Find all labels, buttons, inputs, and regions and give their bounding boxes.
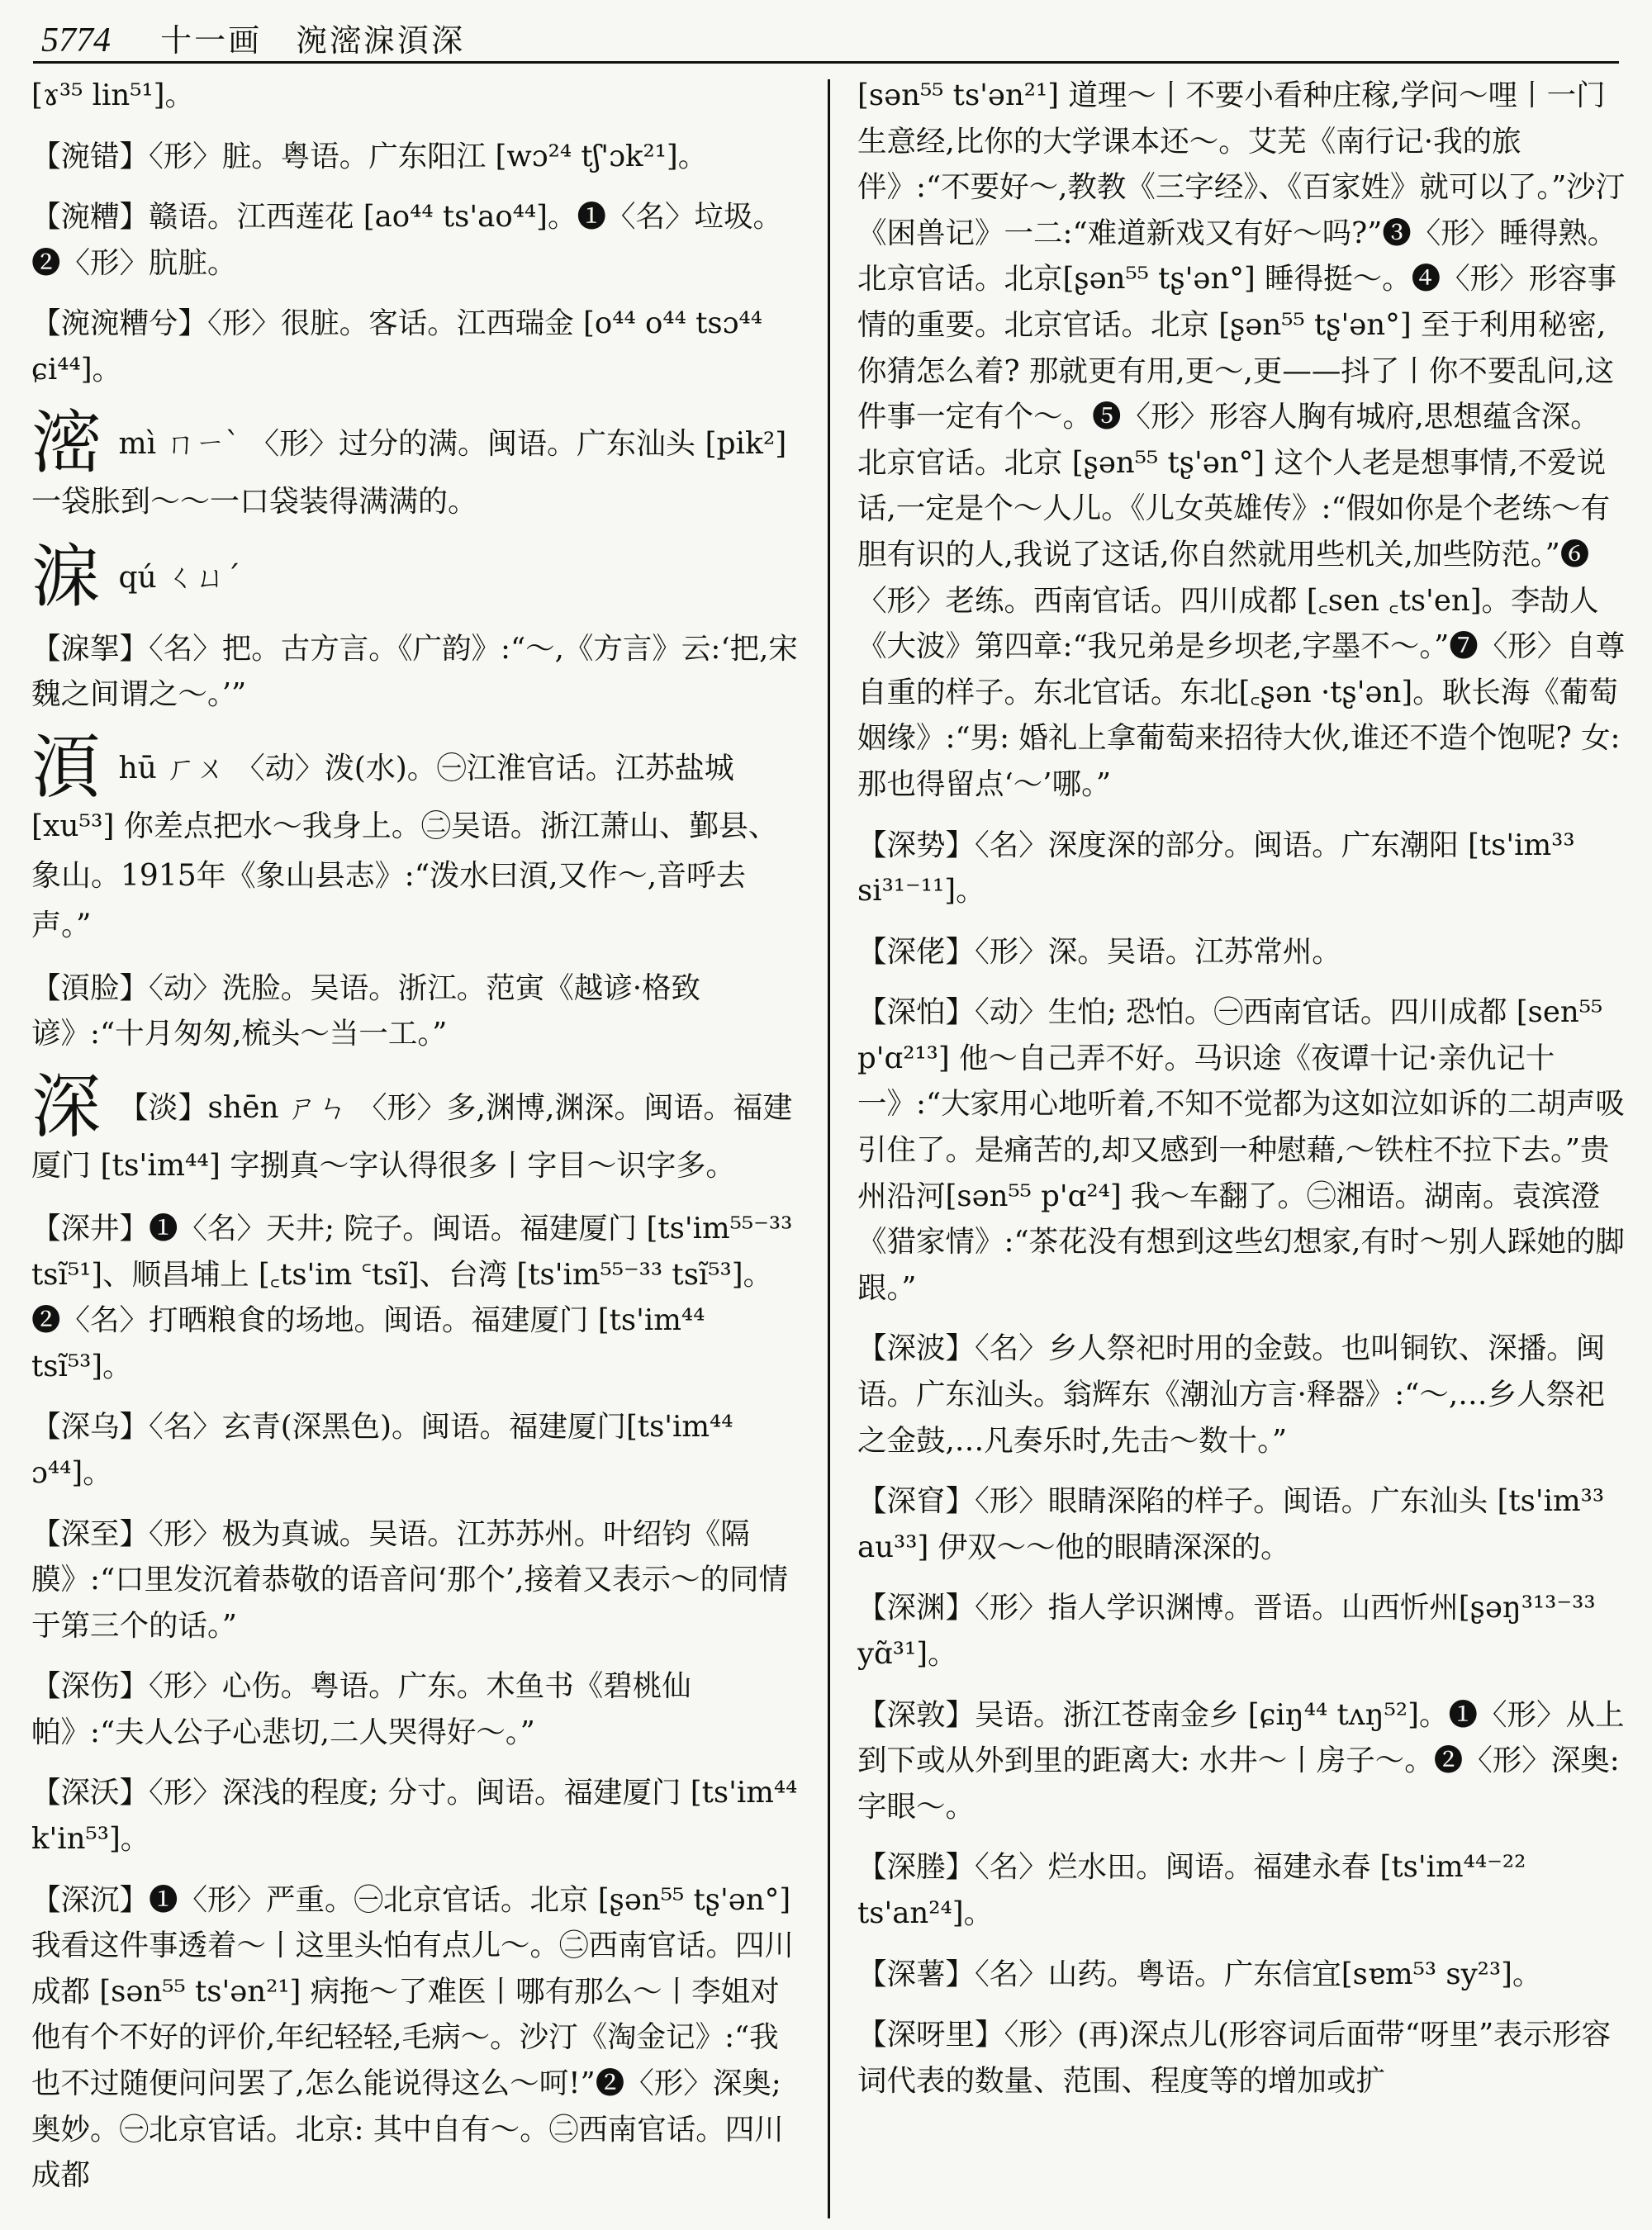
entry-text: 【深井】❶〈名〉天井; 院子。闽语。福建厦门 [ts'im⁵⁵⁻³³ tsĩ⁵¹]、顺昌埔上 [꜀ts'im ꜂tsĩ]、台湾 [ts'im⁵⁵⁻³³ tsĩ⁵³]。❷〈名〉打晒粮食的场地。闽语。福建厦门 [ts'im⁴⁴ tsĩ⁵³]。 [31, 1211, 793, 1383]
entry-text: 【深势】〈名〉深度深的部分。闽语。广东潮阳 [ts'im³³ si³¹⁻¹¹]。 [857, 828, 1575, 909]
dictionary-entry [31, 73, 801, 119]
dictionary-entry [31, 726, 801, 951]
dictionary-entry [31, 1770, 801, 1862]
entry-text: 【深波】〈名〉乡人祭祀时用的金鼓。也叫铜钦、深播。闽语。广东汕头。翁辉东《潮汕方言·释器》:“～,…乡人祭祀之金鼓,…凡奏乐时,先击～数十。” [857, 1331, 1606, 1458]
dictionary-entry [857, 823, 1626, 914]
header-rule [33, 61, 1619, 64]
entry-text: qú ㄑㄩˊ [109, 560, 241, 595]
entry-text: 【湏脸】〈动〉洗脸。吴语。浙江。范寅《越谚·格致谚》:“十月匆匆,梳头～当一工。” [31, 970, 701, 1051]
dictionary-entry [857, 989, 1626, 1311]
entry-text: 【深渊】〈形〉指人学识渊博。晋语。山西忻州[ʂəŋ³¹³⁻³³ yɑ̃³¹]。 [857, 1591, 1596, 1671]
entry-text: 【深沉】❶〈形〉严重。㊀北京官话。北京 [ʂən⁵⁵ tʂ'ən°] 我看这件事透着～丨这里头怕有点儿～。㊁西南官话。四川成都 [sən⁵⁵ ts'ən²¹] 病拖～了难医丨哪有那么～丨李姐对他有个不好的评价,年纪轻轻,毛病～。沙汀《淘金记》:“我也不过随便问问罢了,怎么能说得这么～呵!”❷〈形〉深奥; 奥妙。㊀北京官话。北京: 其中自有～。㊁西南官话。四川成都 [31, 1882, 795, 2193]
dictionary-entry [857, 1326, 1626, 1464]
page-header [41, 15, 1611, 66]
page-title: 十一画 涴滵淭湏深 [160, 22, 466, 59]
dictionary-entry [31, 1206, 801, 1389]
dictionary-entry [31, 535, 801, 617]
headword-character: 淭 [31, 535, 102, 617]
left-column [31, 73, 801, 2213]
headword-character: 滵 [31, 401, 102, 483]
dictionary-entry [857, 929, 1626, 975]
entry-text: hū ㄏㄨ 〈动〉泼(水)。㊀江淮官话。江苏盐城[xu⁵³] 你差点把水～我身上。㊁吴语。浙江萧山、鄞县、象山。1915年《象山县志》:“泼水曰湏,又作～,音呼去声。” [31, 751, 778, 942]
dictionary-entry [31, 626, 801, 718]
dictionary-entry [31, 401, 801, 527]
dictionary-entry [857, 1692, 1626, 1830]
entry-text: 【深沃】〈形〉深浅的程度; 分寸。闽语。福建厦门 [ts'im⁴⁴ k'in⁵³]。 [31, 1776, 798, 1857]
entry-text: 【深敦】吴语。浙江苍南金乡 [ɕiŋ⁴⁴ tʌŋ⁵²]。❶〈形〉从上到下或从外到里的距离大: 水井～丨房子～。❷〈形〉深奥: 字眼～。 [857, 1697, 1625, 1824]
dictionary-entry [31, 134, 801, 180]
dictionary-entry [857, 1585, 1626, 1677]
right-column [857, 73, 1626, 2118]
dictionary-entry [857, 2012, 1626, 2104]
entry-text: [ɤ³⁵ lin⁵¹]。 [31, 78, 195, 112]
dictionary-entry [31, 966, 801, 1057]
dictionary-entry [31, 301, 801, 392]
dictionary-entry [31, 1877, 801, 2199]
entry-text: 【淭挐】〈名〉把。古方言。《广韵》:“～,《方言》云:‘把,宋魏之间谓之～。’” [31, 631, 798, 712]
entry-text: 【深窅】〈形〉眼睛深陷的样子。闽语。广东汕头 [ts'im³³ au³³] 伊双～～他的眼睛深深的。 [857, 1484, 1605, 1564]
entry-text: 【深怕】〈动〉生怕; 恐怕。㊀西南官话。四川成都 [sen⁵⁵ p'ɑ²¹³] 他～自己弄不好。马识途《夜谭十记·亲仇记十一》:“大家用心地听着,不知不觉都为这如泣如诉的二胡声吸引住了。是痛苦的,却又感到一种慰藉,～铁柱不拉下去。”贵州沿河[sən⁵⁵ p'ɑ²⁴] 我～车翻了。㊁湘语。湖南。袁滨澄《猎家情》:“茶花没有想到这些幻想家,有时～别人踩她的脚跟。” [857, 995, 1625, 1305]
entry-text: 【淡】shēn ㄕㄣ 〈形〉多,渊博,渊深。闽语。福建厦门 [ts'im⁴⁴] 字捌真～字认得很多丨字目～识字多。 [31, 1090, 793, 1183]
entry-text: 【深薯】〈名〉山药。粤语。广东信宜[sɐm⁵³ sy²³]。 [857, 1957, 1542, 1991]
dictionary-entry [857, 73, 1626, 808]
entry-text: 【深佬】〈形〉深。吴语。江苏常州。 [857, 934, 1341, 969]
entry-text: mì ㄇㄧˋ 〈形〉过分的满。闽语。广东汕头 [pik²] 一袋胀到～～一口袋装得满满的。 [31, 426, 787, 519]
entry-text: 【深塍】〈名〉烂水田。闽语。福建永春 [ts'im⁴⁴⁻²² ts'an²⁴]。 [857, 1850, 1526, 1930]
dictionary-entry [31, 1404, 801, 1496]
page-number: 5774 [41, 21, 111, 59]
headword-character: 深 [31, 1065, 102, 1147]
dictionary-entry [31, 1511, 801, 1649]
column-divider [828, 79, 830, 2218]
dictionary-entry [31, 1065, 801, 1191]
entry-text: 【深伤】〈形〉心伤。粤语。广东。木鱼书《碧桃仙帕》:“夫人公子心悲切,二人哭得好～。” [31, 1669, 691, 1749]
headword-character: 湏 [31, 726, 102, 808]
dictionary-entry [31, 1663, 801, 1755]
entry-text: 【涴涴糟兮】〈形〉很脏。客话。江西瑞金 [o⁴⁴ o⁴⁴ tsɔ⁴⁴ ɕi⁴⁴]。 [31, 306, 762, 387]
entry-text: 【涴错】〈形〉脏。粤语。广东阳江 [wɔ²⁴ tʃ'ɔk²¹]。 [31, 139, 708, 173]
entry-text: [sən⁵⁵ ts'ən²¹] 道理～丨不要小看种庄稼,学问～哩丨一门生意经,比你的大学课本还～。艾芜《南行记·我的旅伴》:“不要好～,教教《三字经》、《百家姓》就可以了。”沙汀《困兽记》一二:“难道新戏又有好～吗?”❸〈形〉睡得熟。北京官话。北京[ʂən⁵⁵ tʂ'ən°] 睡得挺～。❹〈形〉形容事情的重要。北京官话。北京 [ʂən⁵⁵ tʂ'ən°] 至于利用秘密,你猜怎么着? 那就更有用,更～,更——抖了丨你不要乱问,这件事一定有个～。❺〈形〉形容人胸有城府,思想蕴含深。北京官话。北京 [ʂən⁵⁵ tʂ'ən°] 这个人老是想事情,不爱说话,一定是个～人儿。《儿女英雄传》:“假如你是个老练～有胆有识的人,我说了这话,你自然就用些机关,加些防范。”❻〈形〉老练。西南官话。四川成都 [꜀sen ꜀ts'en]。李劼人《大波》第四章:“我兄弟是乡坝老,字墨不～。”❼〈形〉自尊自重的样子。东北官话。东北[꜀ʂən ·tʂ'ən]。耿长海《葡萄姻缘》:“男: 婚礼上拿葡萄来招待大伙,谁还不造个饱呢? 女: 那也得留点‘～’哪。” [857, 78, 1626, 801]
dictionary-entry [857, 1844, 1626, 1936]
dictionary-entry [31, 194, 801, 286]
dictionary-entry [857, 1478, 1626, 1570]
dictionary-entry [857, 1952, 1626, 1998]
entry-text: 【深乌】〈名〉玄青(深黑色)。闽语。福建厦门[ts'im⁴⁴ ɔ⁴⁴]。 [31, 1410, 733, 1490]
entry-text: 【深呀里】〈形〉(再)深点儿(形容词后面带“呀里”表示形容词代表的数量、范围、程度等的增加或扩 [857, 2018, 1612, 2098]
entry-text: 【涴糟】赣语。江西莲花 [ao⁴⁴ ts'ao⁴⁴]。❶〈名〉垃圾。❷〈形〉肮脏。 [31, 200, 783, 280]
entry-text: 【深至】〈形〉极为真诚。吴语。江苏苏州。叶绍钧《隔膜》:“口里发沉着恭敬的语音问‘那个’,接着又表示～的同情于第三个的话。” [31, 1516, 788, 1643]
